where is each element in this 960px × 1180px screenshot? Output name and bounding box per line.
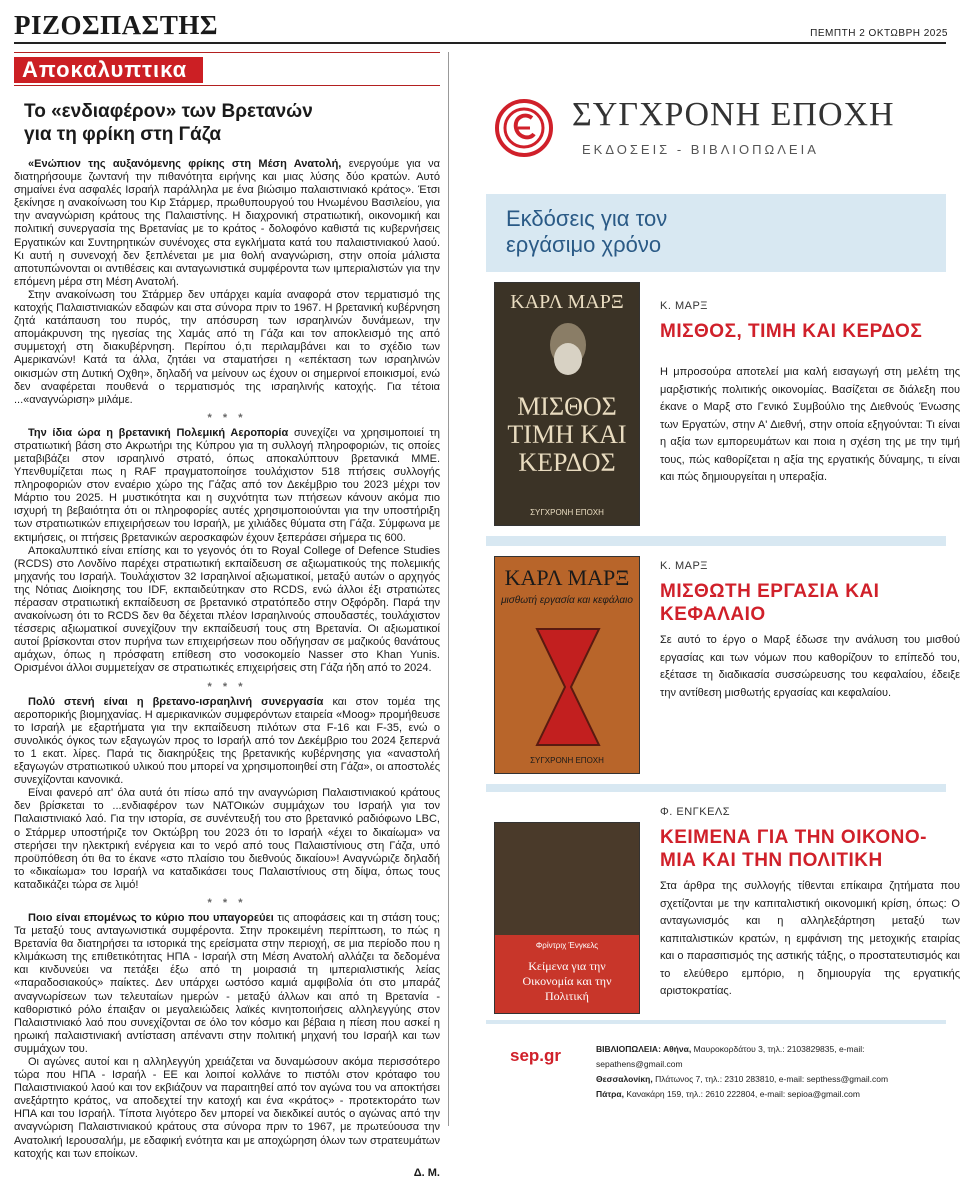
- book-author: Κ. ΜΑΡΞ: [660, 560, 708, 572]
- cover-title: μισθωτή εργασία και κεφάλαιο: [501, 595, 633, 606]
- cover-author: Φρίντριχ Ένγκελς: [535, 941, 599, 950]
- book-cover: [494, 556, 640, 774]
- section-rubric: [14, 52, 440, 86]
- city-label: Πάτρα,: [596, 1089, 625, 1099]
- book-author: Κ. ΜΑΡΞ: [660, 300, 708, 312]
- book-title: ΜΙΣΘΟΣ, ΤΙΜΗ ΚΑΙ ΚΕΡΔΟΣ: [660, 321, 923, 342]
- address-patra: [596, 1087, 946, 1102]
- book-description: Σε αυτό το έργο ο Μαρξ έδωσε την ανάλυση του μισθού εργασίας και των νόμων που καθορίζουν το επίπεδό του, εξέτασε τη διαδικασία συσσώρευσης του κεφαλαίου, έδειξε την αντίθεση μισθωτής εργασίας και κεφαλαίου.: [660, 634, 960, 699]
- publisher-header: [458, 52, 946, 192]
- cover-illustration: [495, 823, 639, 935]
- section-separator: * * *: [207, 411, 247, 424]
- city-label: ΒΙΒΛΙΟΠΩΛΕΙΑ: Αθήνα,: [596, 1044, 692, 1054]
- paragraph: Στην ανακοίνωση του Στάρμερ δεν υπάρχει καμία αναφορά στον τερματισμό της κατοχής Παλαιστινιακών εδαφών και στα σύνορα πριν το 1967. Η βρετανική κυβέρνηση ζητά κατάπαυση του πυρός, την απόσυρση των ισραηλινών δυνάμεων, την απομάκρυνση της ηγεσίας της Χαμάς από τη Γάζα και τον αποκλεισμό της από συμμετοχή στη διακυβέρνηση. Περίπου ό,τι περιλαμβάνει και το σχέδιο των Αμερικανών! Κατά τα άλλα, ζητάει να σταματήσει η «επέκταση των ισραηλινών οικισμών στη Δυτική Οχθη», δηλαδή να μείνουν ως έχουν οι σημερινοί εποικισμοί, ενώ δεν αναφέρεται πουθενά ο τερματισμός της ισραηλινής κατοχής. Για τέτοια ...«αναγνώριση» μιλάμε.: [14, 288, 440, 406]
- section-separator: * * *: [207, 680, 247, 693]
- book-card: [486, 792, 960, 1020]
- book-description: Η μπροσούρα αποτελεί μια καλή εισαγωγή στη μελέτη της μαρξιστικής πολιτικής οικονομίας. Βασίζεται σε διάλεξη που έκανε ο Μαρξ στο Γενικό Συμβούλιο της Διεθνούς Ένωσης των Εργατών, στην Α' Διεθνή, στην οποία εξηγούνται: Τι είναι η αξία των εμπορευμάτων και ποια η σχέση της με την τιμή τους, πώς καθορίζεται η αξία της εργατικής δύναμης, τι είναι και πώς δημιουργείται η υπεραξία.: [660, 366, 960, 483]
- paragraph-lead: Την ίδια ώρα η βρετανική Πολεμική Αεροπορία: [28, 426, 289, 439]
- publisher-name: ΣΥΓΧΡΟΝΗ ΕΠΟΧΗ: [572, 96, 895, 133]
- contact-info: [486, 1032, 946, 1112]
- cover-publisher: ΣΥΓΧΡΟΝΗ ΕΠΟΧΗ: [530, 756, 604, 765]
- cover-publisher: ΣΥΓΧΡΟΝΗ ΕΠΟΧΗ: [530, 508, 604, 517]
- section-separator: * * *: [207, 896, 247, 909]
- books-panel: [486, 194, 960, 1024]
- book-card: [486, 272, 960, 536]
- paragraph: [14, 158, 440, 289]
- paragraph-lead: Πολύ στενή είναι η βρετανο-ισραηλινή συνεργασία: [28, 695, 324, 708]
- paragraph: [14, 696, 440, 788]
- city-label: Θεσσαλονίκη,: [596, 1074, 653, 1084]
- hourglass-icon: [533, 627, 603, 747]
- address-text: Μαυροκορδάτου 3, τηλ.: 2103829835, e-mail: sepathens@gmail.com: [596, 1044, 865, 1069]
- paragraph-text: συνεχίζει να χρησιμοποιεί τη στρατιωτική βάση στο Ακρωτήρι της Κύπρου για τη συλλογή πληροφοριών, τις οποίες μεταβιβάζει στον ισραηλινό στρατό, όπως αποκαλύπτουν βρετανικά ΜΜΕ. Υπενθυμίζεται πως η RAF πραγματοποίησε τουλάχιστον 518 πτήσεις συλλογής πληροφοριών στον εναέριο χώρο της Γάζας από τον Δεκέμβριο του 2023 μέχρι τον Μάρτιο του 2025. Η μυστικότητα και η συχνότητα των πτήσεων κάνουν ακόμα πιο ισχυρή τη βεβαιότητα ότι οι πληροφορίες αυτές χρησιμοποιούνται για την υποστήριξη των στρατιωτικών επιχειρήσεων του Ισραήλ, με χιλιάδες θύματα στη Γάζα. Σύμφωνα με εκτιμήσεις, οι πτήσεις βρετανικών αεροσκαφών έχουν ξεπεράσει σήμερα τις 600.: [14, 426, 441, 544]
- book-author: Φ. ΕΝΓΚΕΛΣ: [660, 806, 731, 818]
- paragraph: Οι αγώνες αυτοί και η αλληλεγγύη χρειάζεται να δυναμώσουν ακόμα περισσότερο τώρα που ΗΠΑ - Ισραήλ - ΕΕ και λοιποί κολλάνε το πιστόλι στον κρόταφο του Παλαιστινιακού λαού και τον εκβιάζουν να παραιτηθεί από τον αγώνα του να αποκτήσει ανεξάρτητο κράτος, να αποδεχτεί την κατοχή και ένα «κράτος» - προτεκτοράτο των ΗΠΑ και του Ισραήλ. Τίποτα λιγότερο δεν μπορεί να διεκδικεί αυτός ο αγώνας από την αναγνώριση Παλαιστινιακού κράτους στα σύνορα πριν το 1967, με πρωτεύουσα την Ανατολική Ιερουσαλήμ, με εδαφική ενότητα και με αποχώρηση όλων των στρατευμάτων κατοχής και των εποίκων.: [14, 1056, 440, 1160]
- book-description: Στα άρθρα της συλλογής τίθενται επίκαιρα ζητήματα που σχετίζονται με την καπιταλιστική οικονομική κρίση, όπως: Ο ανταγωνισμός και η αλληλεξάρτηση μεταξύ των καπιταλιστικών κρατών, η εμφάνιση της μετοχικής εταιρίας και ο παρασιτισμός της αστικής τάξης, ο προστατευτισμός και το ελεύθερο εμπόριο, η δημιουργία της εργατικής αριστοκρατίας.: [660, 880, 960, 997]
- paragraph-text: και στον τομέα της αεροπορικής βιομηχανίας. Η αμερικανικών συμφερόντων εταιρεία «Moog» προμήθευσε το Ισραήλ με εξαρτήματα για την εκπαίδευση πιλότων στα F-16 και F-35, ενώ ο συνολικός όγκος των εξαγωγών προς το Ισραήλ από τον Δεκέμβριο του 2024 ξεπερνά το 1 εκατ. λίρες. Παρά τις διακηρύξεις της βρετανικής κυβέρνησης για «αναστολή εξαγωγών στρατιωτικού υλικού που μπορεί να χρησιμοποιηθεί στη Γάζα», οι αποστολές συνεχίζονται κανονικά.: [14, 695, 440, 787]
- paragraph: Είναι φανερό απ' όλα αυτά ότι πίσω από την αναγνώριση Παλαιστινιακού κράτους δεν βρίσκεται το ...ενδιαφέρον των ΝΑΤΟικών συμμάχων του Ισραήλ για τον Παλαιστινιακό λαό. Για την ιστορία, σε συνέντευξή του στο βρετανικό ραδιόφωνο LBC, ο Στάρμερ υποστήριζε τον Οκτώβρη του 2023 ότι το Ισραήλ «έχει το δικαίωμα» να στερήσει την ηλεκτρική ενέργεια και το νερό από τους Παλαιστίνιους στη Γάζα, υπό προϋπόθεση ότι θα το έκανε «στο πλαίσιο του διεθνούς δικαίου»! Αναγνώριζε δηλαδή το «δικαίωμα» του Ισραήλ να καταδικάσει τους Παλαιστίνιους στη δίψα, όπως τους καταδικάζει τώρα σε λιμό!: [14, 787, 440, 891]
- paragraph-text: ενεργούμε για να διατηρήσουμε ζωντανή την πιθανότητα ειρήνης και μιας λύσης δύο κρατών. Αυτό σημαίνει ένα ασφαλές Ισραήλ παράλληλα με ένα βιώσιμο παλαιστινιακό κράτος». Έτσι ξεκίνησε η ανακοίνωση του Κιρ Στάρμερ, πρωθυπουργού του Ηνωμένου Βασιλείου, για την αναγνώριση κράτους της Παλαιστίνης. Η διαχρονική στρατιωτική, οικονομική και πολιτική συνεργασία της Βρετανίας με το κράτος - δολοφόνο καθιστά τις κυβερνήσεις Εργατικών και Συντηρητικών συνένοχες στα εγκλήματα κατά του παλαιστινιακού λαού. Κι αυτή η συνενοχή δεν ξεπλένεται με μια θολή αναγνώριση, στην οποία μάλιστα αποτυπώνονται οι αντιθέσεις και ανταγωνιστικά συμφέροντα των ιμπεριαλιστών για την επόμενη μέρα στη Μέση Ανατολή.: [14, 158, 440, 288]
- paragraph: [14, 427, 440, 545]
- publisher-logo-icon: [494, 98, 554, 158]
- cover-title: ΜΙΣΘΟΣ ΤΙΜΗ ΚΑΙ ΚΕΡΔΟΣ: [507, 392, 627, 477]
- paragraph-lead: Ποιο είναι επομένως το κύριο που υπαγορεύει: [28, 911, 274, 924]
- newspaper-masthead: ΡΙΖΟΣΠΑΣΤΗΣ: [14, 10, 218, 40]
- address-text: Πλάτωνος 7, τηλ.: 2310 283810, e-mail: septhess@gmail.com: [652, 1074, 889, 1084]
- book-cover: [494, 822, 640, 1014]
- book-title: ΚΕΙΜΕΝΑ ΓΙΑ ΤΗΝ ΟΙΚΟΝΟ-ΜΙΑ ΚΑΙ ΤΗΝ ΠΟΛΙΤΙΚΗ: [660, 827, 927, 871]
- website-link[interactable]: sep.gr: [510, 1046, 562, 1065]
- paragraph-lead: «Ενώπιον της αυξανόμενης φρίκης στη Μέση Ανατολή,: [28, 158, 342, 170]
- article-column: [14, 52, 441, 1179]
- column-divider: [448, 52, 449, 1126]
- paragraph-text: τις αποφάσεις και τη στάση τους; Τα μεταξύ τους ανταγωνιστικά συμφέροντα. Στην προκειμένη περίπτωση, το πώς η Βρετανία θα διατηρήσει τα ιστορικά της ερείσματα στην περιοχή, σε μια περίοδο που η κλιμάκωση της επιθετικότητας ΗΠΑ - Ισραήλ στη Μέση Ανατολή αλλάζει τα δεδομένα και κινδυνεύει να πετάξει έξω από τη μοιρασιά τη ιμπεριαλιστικής λείας «παραδοσιακούς» παίκτες. Δεν υπάρχει ωστόσο καμιά αμφιβολία ότι στο μπαράζ αναγνωρίσεων των τελευταίων ημερών - μεταξύ άλλων και από τη Βρετανία - καθοριστικό ρόλο έπαιξαν οι μεγαλειώδεις λαϊκές κινητοποιήσεις αλληλεγγύης στον Παλαιστινιακό λαό που συνεχίζονται σε όλο τον κόσμο και βέβαια η πίεση που ασκεί η ηρωική παλαιστινιακή αντίσταση απέναντι στην πολιτική μηχανή του Ισραήλ και των συμμάχων του.: [14, 911, 440, 1055]
- cover-title: Κείμενα για την Οικονομία και την Πολιτική: [522, 959, 612, 1003]
- cover-author: ΚΑΡΛ ΜΑΡΞ: [504, 565, 630, 590]
- rubric-label: Αποκαλυπτικα: [14, 57, 203, 83]
- book-title: ΜΙΣΘΩΤΗ ΕΡΓΑΣΙΑ ΚΑΙ ΚΕΦΑΛΑΙΟ: [660, 581, 880, 625]
- article-body: [14, 158, 440, 1180]
- article-headline: Το «ενδιαφέρον» των Βρετανών για τη φρίκη στη Γάζα: [24, 101, 313, 145]
- paragraph: [14, 912, 440, 1056]
- store-addresses: [596, 1042, 946, 1102]
- book-cover: [494, 282, 640, 526]
- panel-title: Εκδόσεις για τον εργάσιμο χρόνο: [506, 206, 668, 257]
- address-thessaloniki: [596, 1072, 946, 1087]
- masthead-rule: [14, 42, 946, 44]
- paragraph: Αποκαλυπτικό είναι επίσης και το γεγονός ότι το Royal College of Defence Studies (RCDS) στο Λονδίνο παρέχει στρατιωτική εκπαίδευση σε αξιωματικούς της πολεμικής μηχανής του Ισραήλ. Τουλάχιστον 32 Ισραηλινοί αξιωματικοί, μεταξύ αυτών ο αρχηγός της Νότιας Διοίκησης του IDF, εκπαιδεύτηκαν στο RCDS, ενώ άλλοι έξι στρατιώτες πέρασαν στρατιωτική εκπαίδευση σε βρετανικό στρατόπεδο στην Οξφόρδη. Παρά την ανακοίνωση ότι το RCDS δεν θα δέχεται πλέον Ισραηλινούς σπουδαστές, τουλάχιστον τέσσερις αξιωματικοί συνεχίζουν την εκπαίδευσή τους στη Βρετανία. Οι αξιωματικοί αυτοί βρίσκονται στον πυρήνα των επιχειρήσεων που οδήγησαν σε μαζικούς θανάτους αμάχων, όπως η πρόσφατη επίθεση στο νοσοκομείο Nasser στο Khan Yunis. Ορισμένοι άλλοι συμμετείχαν σε στρατιωτικές επιχειρήσεις στη Γάζα ήδη από το 2024.: [14, 544, 440, 675]
- book-card: [486, 546, 960, 784]
- address-athens: [596, 1042, 946, 1072]
- publisher-advertisement: [458, 52, 960, 1126]
- author-signature: Δ. Μ.: [413, 1166, 440, 1179]
- publisher-subtitle: ΕΚΔΟΣΕΙΣ - ΒΙΒΛΙΟΠΩΛΕΙΑ: [582, 142, 819, 157]
- portrait-icon: [543, 319, 593, 379]
- address-text: Κανακάρη 159, τηλ.: 2610 222804, e-mail: sepioa@gmail.com: [624, 1089, 860, 1099]
- cover-author: ΚΑΡΛ ΜΑΡΞ: [510, 291, 624, 313]
- issue-date: ΠΕΜΠΤΗ 2 ΟΚΤΩΒΡΗ 2025: [810, 28, 948, 39]
